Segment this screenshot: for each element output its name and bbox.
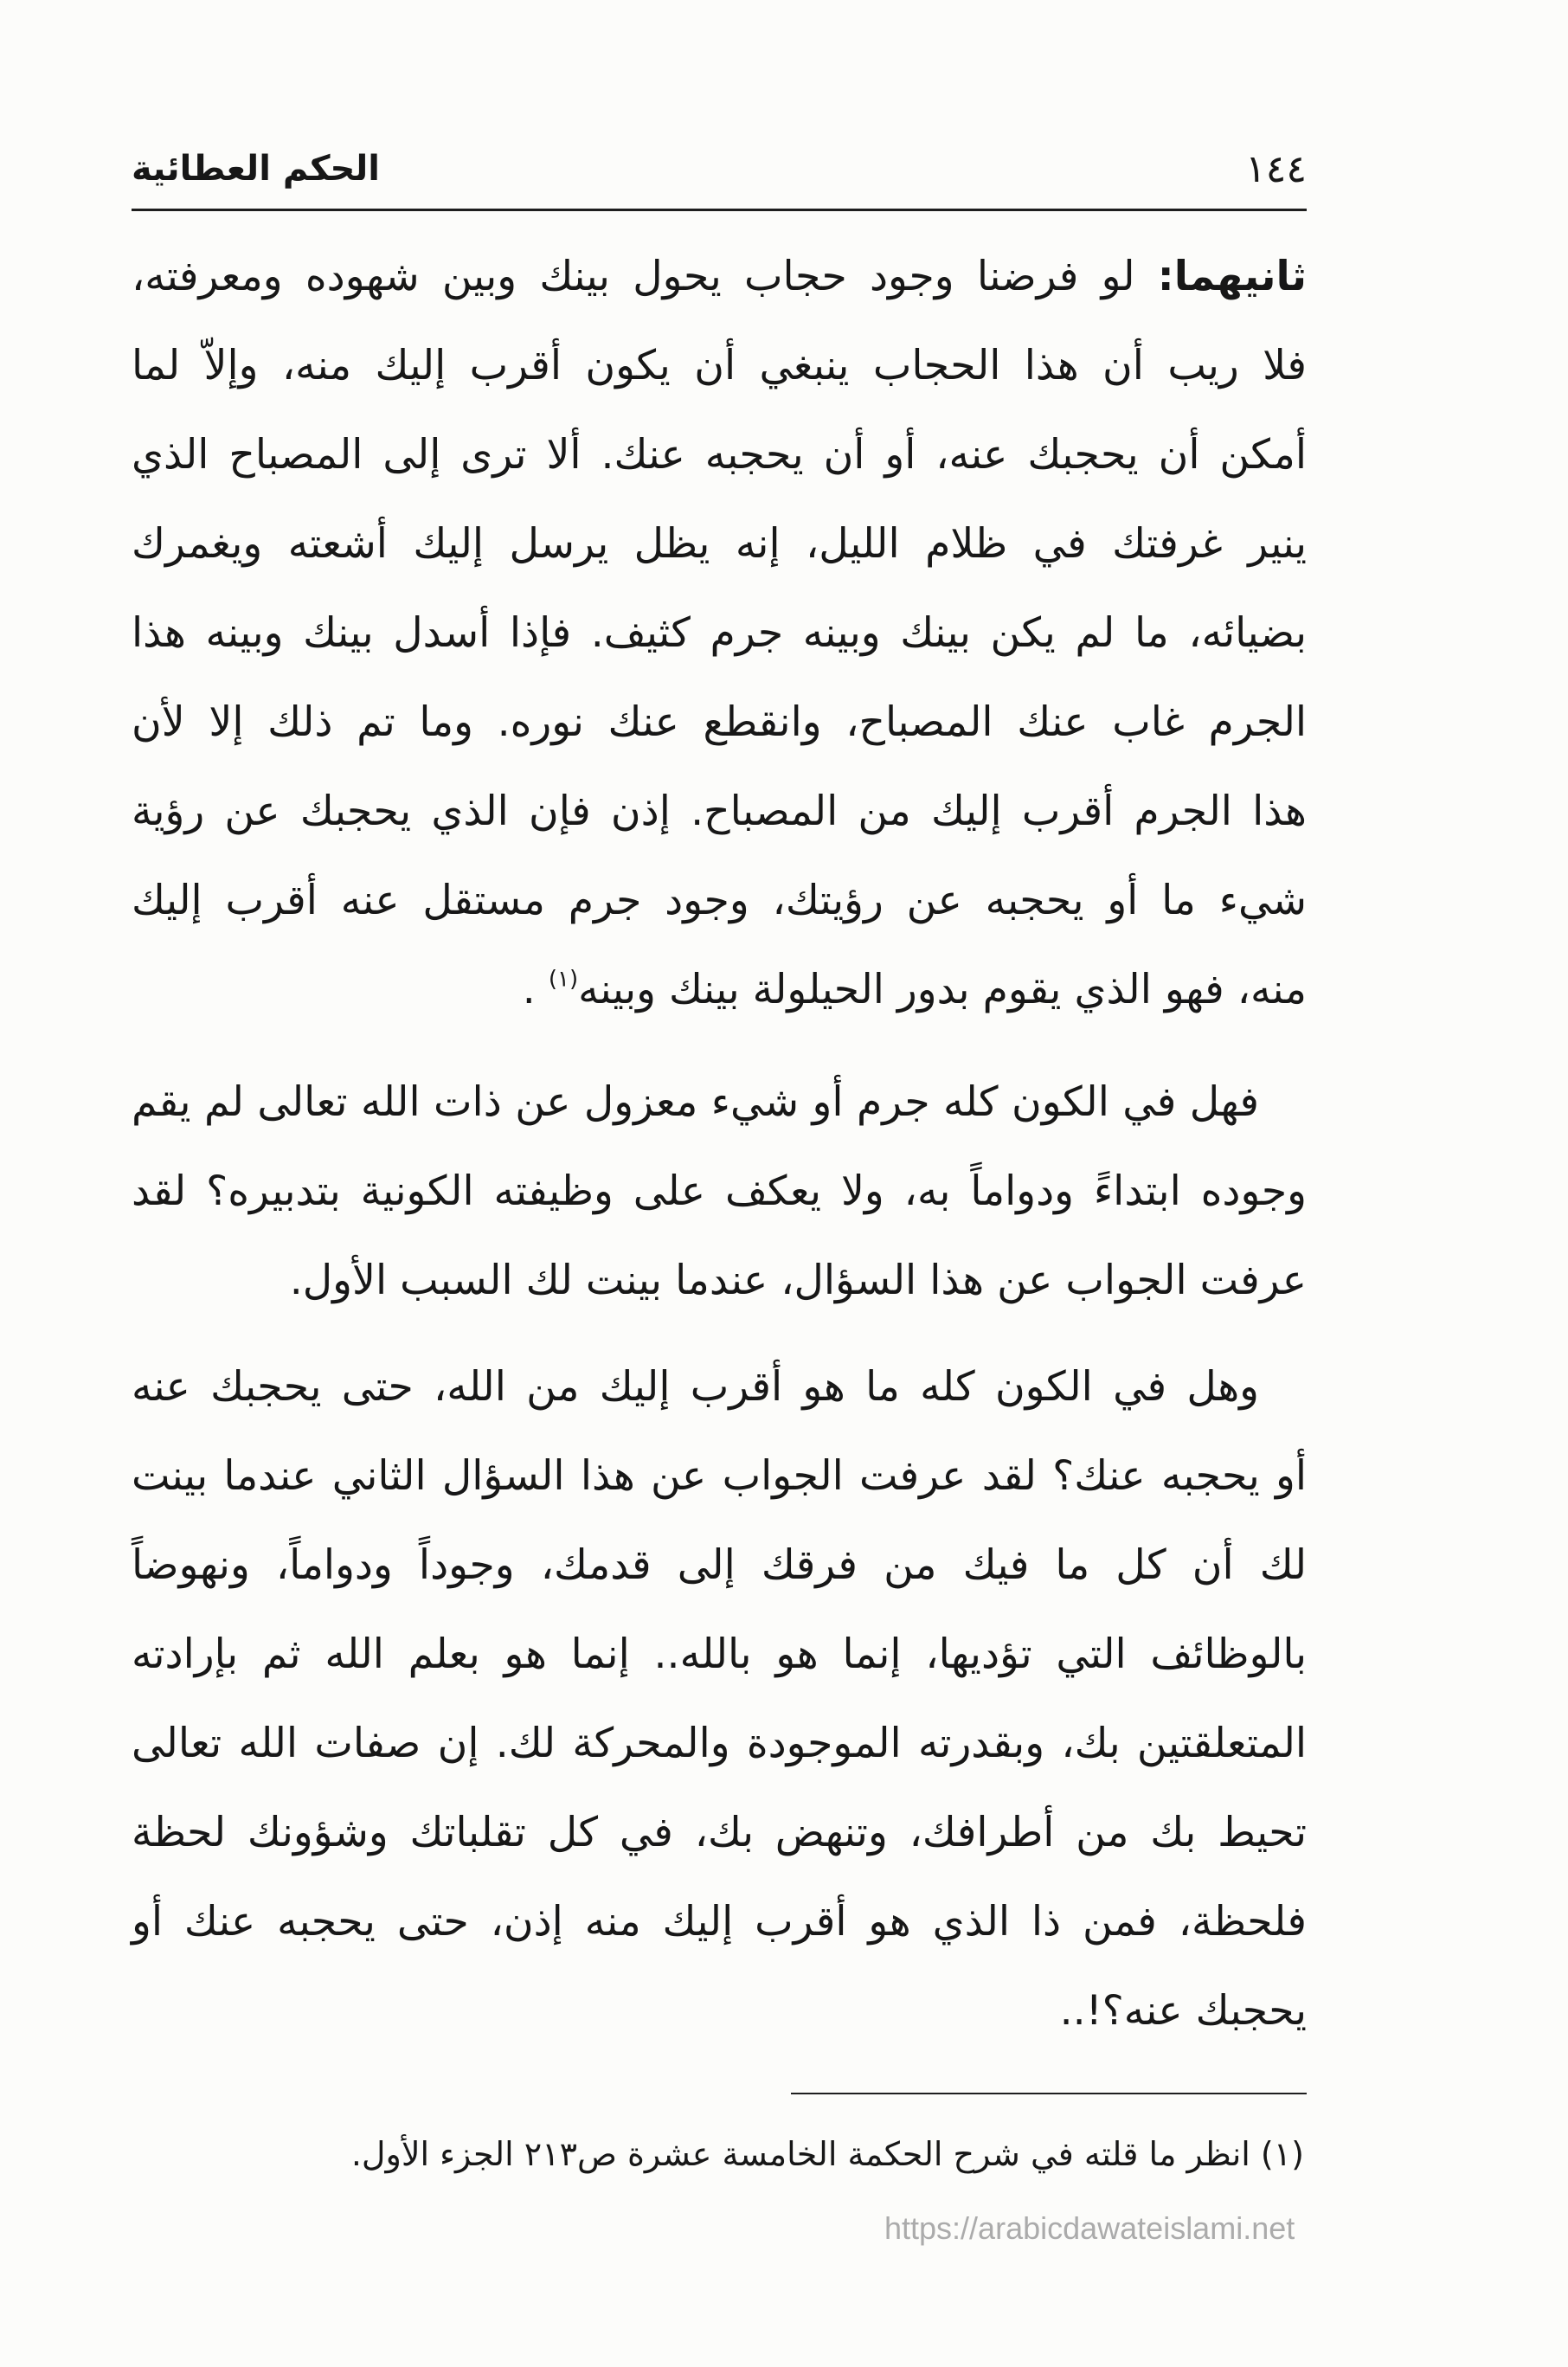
- text-line: فلحظة، فمن ذا الذي هو أقرب إليك منه إذن، حتى يحجبه عنك أو: [132, 1898, 1307, 1946]
- text-line: بالوظائف التي تؤديها، إنما هو بالله.. إنما هو بعلم الله ثم بإرادته: [132, 1631, 1307, 1678]
- text-line: تحيط بك من أطرافك، وتنهض بك، في كل تقلباتك وشؤونك لحظة: [132, 1809, 1307, 1856]
- text-line: المتعلقتين بك، وبقدرته الموجودة والمحركة لك. إن صفات الله تعالى: [132, 1720, 1307, 1767]
- text-line: [132, 232, 1307, 321]
- page-number: ١٤٤: [1245, 146, 1307, 191]
- footnote: (١) انظر ما قلته في شرح الحكمة الخامسة عشرة ص٢١٣ الجزء الأول.: [350, 2135, 1304, 2173]
- text-line: أو يحجبه عنك؟ لقد عرفت الجواب عن هذا السؤال الثاني عندما بينت: [132, 1452, 1307, 1500]
- paragraph: [132, 1058, 1307, 1325]
- text-line: يحجبك عنه؟!..: [1059, 1987, 1307, 2035]
- header-rule: [132, 209, 1307, 211]
- text-line: الجرم غاب عنك المصباح، وانقطع عنك نوره. وما تم ذلك إلا لأن: [132, 698, 1307, 746]
- paragraph: [132, 1342, 1307, 2055]
- text-line: ينير غرفتك في ظلام الليل، إنه يظل يرسل إليك أشعته ويغمرك: [132, 520, 1307, 568]
- lead-word: ثانيهما:: [1157, 253, 1307, 300]
- text-line: [132, 945, 1307, 1034]
- text-line: هذا الجرم أقرب إليك من المصباح. إذن فإن الذي يحجبك عن رؤية: [132, 788, 1307, 835]
- text-line: أمكن أن يحجبك عنه، أو أن يحجبه عنك. ألا ترى إلى المصباح الذي: [132, 431, 1307, 479]
- text-line: وجوده ابتداءً ودواماً به، ولا يعكف على وظيفته الكونية بتدبيره؟ لقد: [132, 1167, 1307, 1215]
- body-text: [132, 232, 1307, 2055]
- text-line: وهل في الكون كله ما هو أقرب إليك من الله، حتى يحجبك عنه: [132, 1363, 1259, 1411]
- running-header: [132, 138, 1307, 199]
- text-line: بضيائه، ما لم يكن بينك وبينه جرم كثيف. فإذا أسدل بينك وبينه هذا: [132, 609, 1307, 657]
- text-line: شيء ما أو يحجبه عن رؤيتك، وجود جرم مستقل عنه أقرب إليك: [132, 877, 1307, 924]
- text-line: فلا ريب أن هذا الحجاب ينبغي أن يكون أقرب إليك منه، وإلاّ لما: [132, 342, 1307, 389]
- footnote-rule: [791, 2093, 1307, 2094]
- text-line: عرفت الجواب عن هذا السؤال، عندما بينت لك السبب الأول.: [289, 1257, 1307, 1304]
- text-line: لك أن كل ما فيك من فرقك إلى قدمك، وجوداً ودواماً، ونهوضاً: [132, 1541, 1307, 1589]
- line-end: .: [522, 966, 536, 1013]
- text-line: فهل في الكون كله جرم أو شيء معزول عن ذات الله تعالى لم يقم: [132, 1078, 1259, 1126]
- line-text: منه، فهو الذي يقوم بدور الحيلولة بينك وبينه: [578, 966, 1307, 1013]
- watermark-url: https://arabicdawateislami.net: [884, 2210, 1295, 2246]
- footnote-marker: (١): [548, 966, 579, 993]
- paragraph: [132, 232, 1307, 1034]
- book-title: الحكم العطائية: [132, 149, 381, 189]
- line-text: لو فرضنا وجود حجاب يحول بينك وبين شهوده ومعرفته،: [132, 253, 1135, 300]
